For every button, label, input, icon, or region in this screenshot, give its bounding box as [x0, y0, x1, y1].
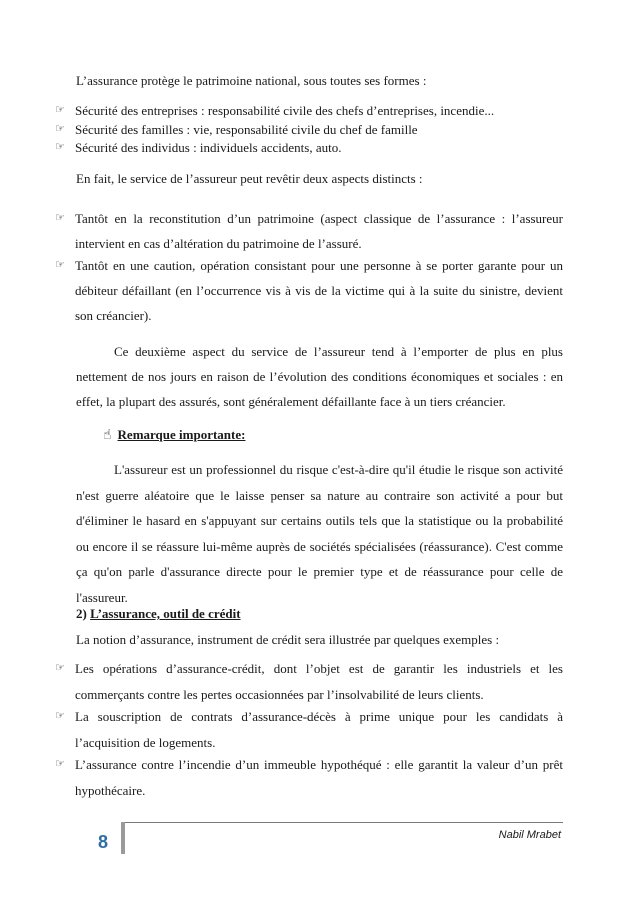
pointing-finger-icon: ☞ [55, 103, 65, 116]
pointing-finger-icon: ☞ [55, 122, 65, 135]
list-item-text: Les opérations d’assurance-crédit, dont l’objet est de garantir les industriels et les commerçants contre les pertes occasionnées par l’insolvabilité de leurs clients. [75, 661, 563, 702]
pointing-finger-icon: ☞ [55, 258, 65, 271]
list-item [55, 103, 563, 119]
second-aspect-text: Ce deuxième aspect du service de l’assureur tend à l’emporter de plus en plus nettement de nos jours en raison de l’évolution des conditions économiques et sociales : en effet, la plupart des assurés, sont généralement défaillante face à un tiers créancier. [76, 344, 563, 409]
list-item [55, 752, 563, 804]
intro-text: L’assurance protège le patrimoine national, sous toutes ses formes : [76, 73, 427, 88]
remark-title: Remarque importante: [117, 427, 246, 442]
pointing-finger-icon: ☞ [55, 709, 65, 722]
footer-accent-bar [121, 822, 125, 854]
list-item-text: Sécurité des individus : individuels accidents, auto. [75, 140, 342, 155]
remark-heading [103, 427, 245, 443]
list-item-text: Sécurité des familles : vie, responsabilité civile du chef de famille [75, 122, 418, 137]
list-item-text: La souscription de contrats d’assurance-décès à prime unique pour les candidats à l’acquisition de logements. [75, 709, 563, 750]
list-item [55, 206, 563, 256]
section-heading [76, 606, 241, 622]
footer-author: Nabil Mrabet [498, 829, 561, 841]
page-number: 8 [97, 832, 108, 852]
service-paragraph [76, 171, 563, 187]
list-item [55, 656, 563, 708]
list-item-text: Tantôt en une caution, opération consistant pour une personne à se porter garante pour un débiteur défaillant (en l’occurrence vis à vis de la victime qui à la suite du sinistre, devient son créancier). [75, 258, 563, 323]
list-item [55, 140, 563, 156]
pointing-hand-icon: ☝ [103, 427, 112, 443]
footer-divider [122, 822, 563, 823]
second-aspect-paragraph [76, 339, 563, 414]
pointing-finger-icon: ☞ [55, 661, 65, 674]
section-title: L’assurance, outil de crédit [90, 606, 241, 621]
service-text: En fait, le service de l’assureur peut revêtir deux aspects distincts : [76, 171, 423, 186]
section-intro-text: La notion d’assurance, instrument de crédit sera illustrée par quelques exemples : [76, 632, 500, 647]
pointing-finger-icon: ☞ [55, 757, 65, 770]
remark-paragraph [76, 457, 563, 610]
intro-paragraph [76, 73, 563, 89]
pointing-finger-icon: ☞ [55, 211, 65, 224]
list-item-text: L’assurance contre l’incendie d’un immeuble hypothéqué : elle garantit la valeur d’un prêt hypothécaire. [75, 757, 563, 798]
list-item [55, 253, 563, 328]
list-item [55, 704, 563, 756]
pointing-finger-icon: ☞ [55, 140, 65, 153]
list-item-text: Sécurité des entreprises : responsabilité civile des chefs d’entreprises, incendie... [75, 103, 495, 118]
remark-text: L'assureur est un professionnel du risque c'est-à-dire qu'il étudie le risque son activité n'est guerre aléatoire que le laisse penser sa nature au contraire son activité a pour but d'éliminer le hasard en s'appuyant sur certains outils tels que la statistique ou la probabilité ou encore il se réassure lui-même auprès de sociétés spécialisées (réassurance). C'est comme ça qu'on parle d'assurance directe pour le premier type et de réassurance pour celle de l'assureur. [76, 462, 563, 605]
list-item [55, 122, 563, 138]
section-number: 2) [76, 606, 87, 621]
list-item-text: Tantôt en la reconstitution d’un patrimoine (aspect classique de l’assurance : l’assureur intervient en cas d’altération du patrimoine de l’assuré. [75, 211, 563, 251]
section-intro [76, 632, 563, 648]
